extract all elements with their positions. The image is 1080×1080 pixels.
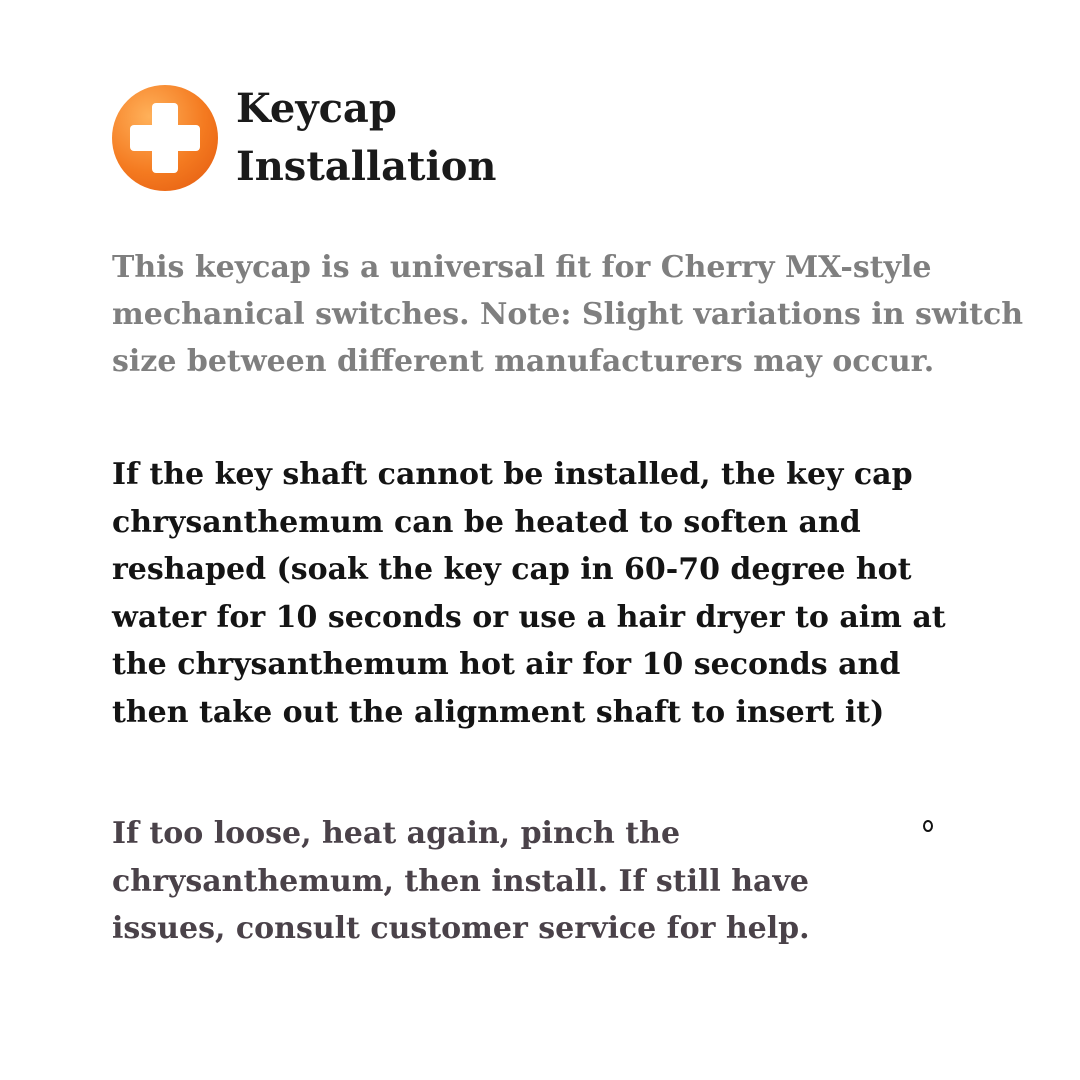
small-ring-mark — [923, 820, 933, 832]
header — [112, 80, 536, 196]
page-title: Keycap Installation — [236, 85, 497, 190]
fit-note-paragraph: This keycap is a universal fit for Cherry MX-style mechanical switches. Note: Slight variations in switch size between different manufacturers may occur. — [112, 250, 1024, 379]
plus-icon-horizontal-bar — [130, 125, 200, 151]
plus-icon — [112, 85, 218, 191]
install-instructions-paragraph: If the key shaft cannot be installed, the key cap chrysanthemum can be heated to soften and reshaped (soak the key cap in 60-70 degree hot water for 10 seconds or use a hair dryer to aim at the chrysanthemum hot air for 10 seconds and then take out the alignment shaft to insert it) — [112, 457, 946, 730]
loose-fit-paragraph: If too loose, heat again, pinch the chrysanthemum, then install. If still have issues, consult customer service for help. — [112, 816, 810, 946]
